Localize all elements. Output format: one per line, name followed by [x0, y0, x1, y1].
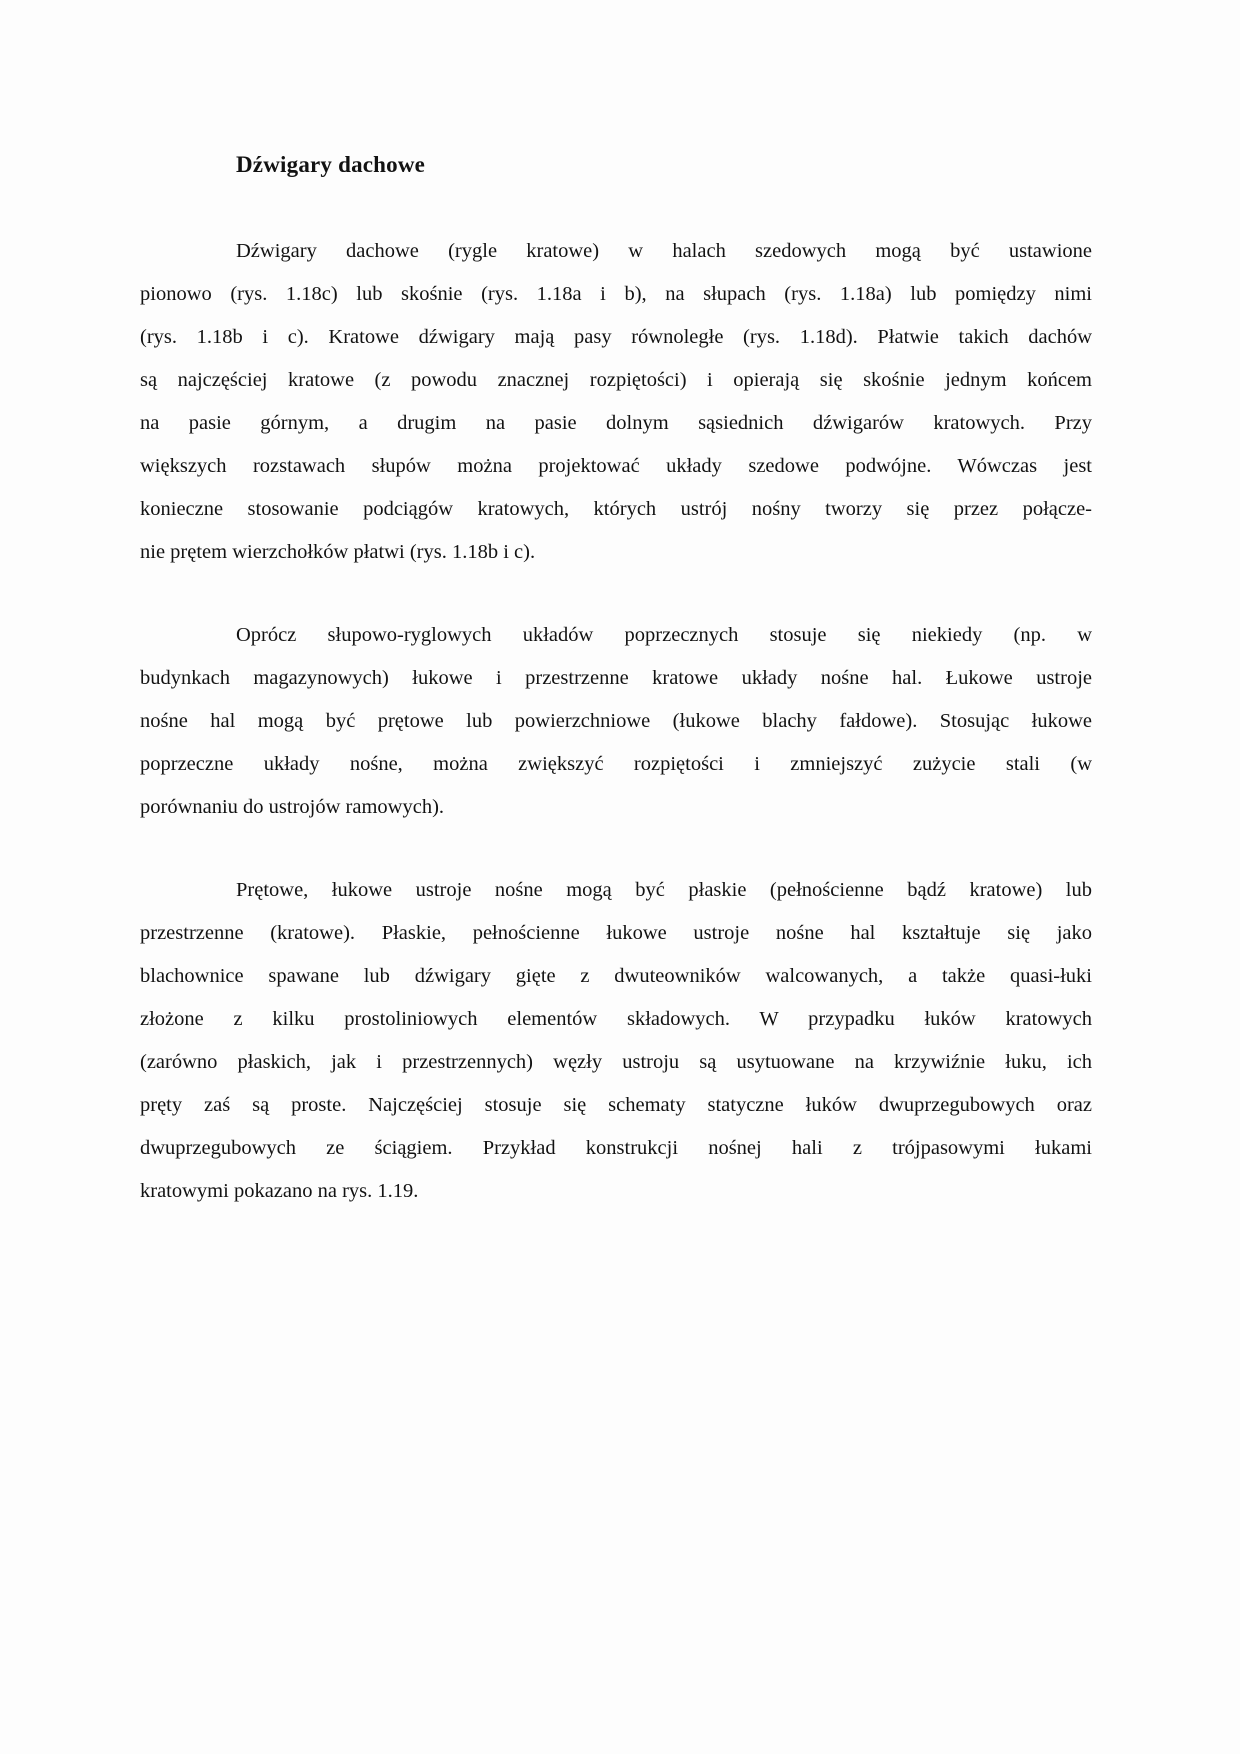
text-line: większych rozstawach słupów można projektować układy szedowe podwójne. Wówczas jest	[140, 455, 1092, 477]
text-line: (rys. 1.18b i c). Kratowe dźwigary mają pasy równoległe (rys. 1.18d). Płatwie takich dachów	[140, 326, 1092, 348]
text-line: kratowymi pokazano na rys. 1.19.	[140, 1180, 419, 1202]
text-line: Oprócz słupowo-ryglowych układów poprzecznych stosuje się niekiedy (np. w	[236, 624, 1092, 646]
text-line: pionowo (rys. 1.18c) lub skośnie (rys. 1.18a i b), na słupach (rys. 1.18a) lub pomiędzy nimi	[140, 283, 1092, 305]
text-line: przestrzenne (kratowe). Płaskie, pełnościenne łukowe ustroje nośne hal kształtuje się jako	[140, 922, 1092, 944]
text-line: nośne hal mogą być prętowe lub powierzchniowe (łukowe blachy fałdowe). Stosując łukowe	[140, 710, 1092, 732]
text-line: złożone z kilku prostoliniowych elementów składowych. W przypadku łuków kratowych	[140, 1008, 1092, 1030]
text-line: blachownice spawane lub dźwigary gięte z dwuteowników walcowanych, a także quasi-łuki	[140, 965, 1092, 987]
text-line: budynkach magazynowych) łukowe i przestrzenne kratowe układy nośne hal. Łukowe ustroje	[140, 667, 1092, 689]
text-line: Prętowe, łukowe ustroje nośne mogą być płaskie (pełnościenne bądź kratowe) lub	[236, 879, 1092, 901]
text-line: na pasie górnym, a drugim na pasie dolnym sąsiednich dźwigarów kratowych. Przy	[140, 412, 1092, 434]
text-line: poprzeczne układy nośne, można zwiększyć rozpiętości i zmniejszyć zużycie stali (w	[140, 753, 1092, 775]
paragraph	[140, 869, 1092, 1213]
text-line: konieczne stosowanie podciągów kratowych, których ustrój nośny tworzy się przez połącze-	[140, 498, 1092, 520]
text-line: Dźwigary dachowe (rygle kratowe) w halach szedowych mogą być ustawione	[236, 240, 1092, 262]
text-line: porównaniu do ustrojów ramowych).	[140, 796, 445, 818]
text-block	[140, 150, 1092, 1253]
text-line: nie prętem wierzchołków płatwi (rys. 1.18b i c).	[140, 541, 536, 563]
text-line: pręty zaś są proste. Najczęściej stosuje się schematy statyczne łuków dwuprzegubowych oraz	[140, 1094, 1092, 1116]
text-line: dwuprzegubowych ze ściągiem. Przykład konstrukcji nośnej hali z trójpasowymi łukami	[140, 1137, 1092, 1159]
text-line: są najczęściej kratowe (z powodu znacznej rozpiętości) i opierają się skośnie jednym końcem	[140, 369, 1092, 391]
document-title: Dźwigary dachowe	[236, 152, 426, 177]
text-line: (zarówno płaskich, jak i przestrzennych) węzły ustroju są usytuowane na krzywiźnie łuku, ich	[140, 1051, 1092, 1073]
paragraph	[140, 230, 1092, 574]
document-body	[140, 230, 1092, 1213]
paragraph	[140, 614, 1092, 829]
